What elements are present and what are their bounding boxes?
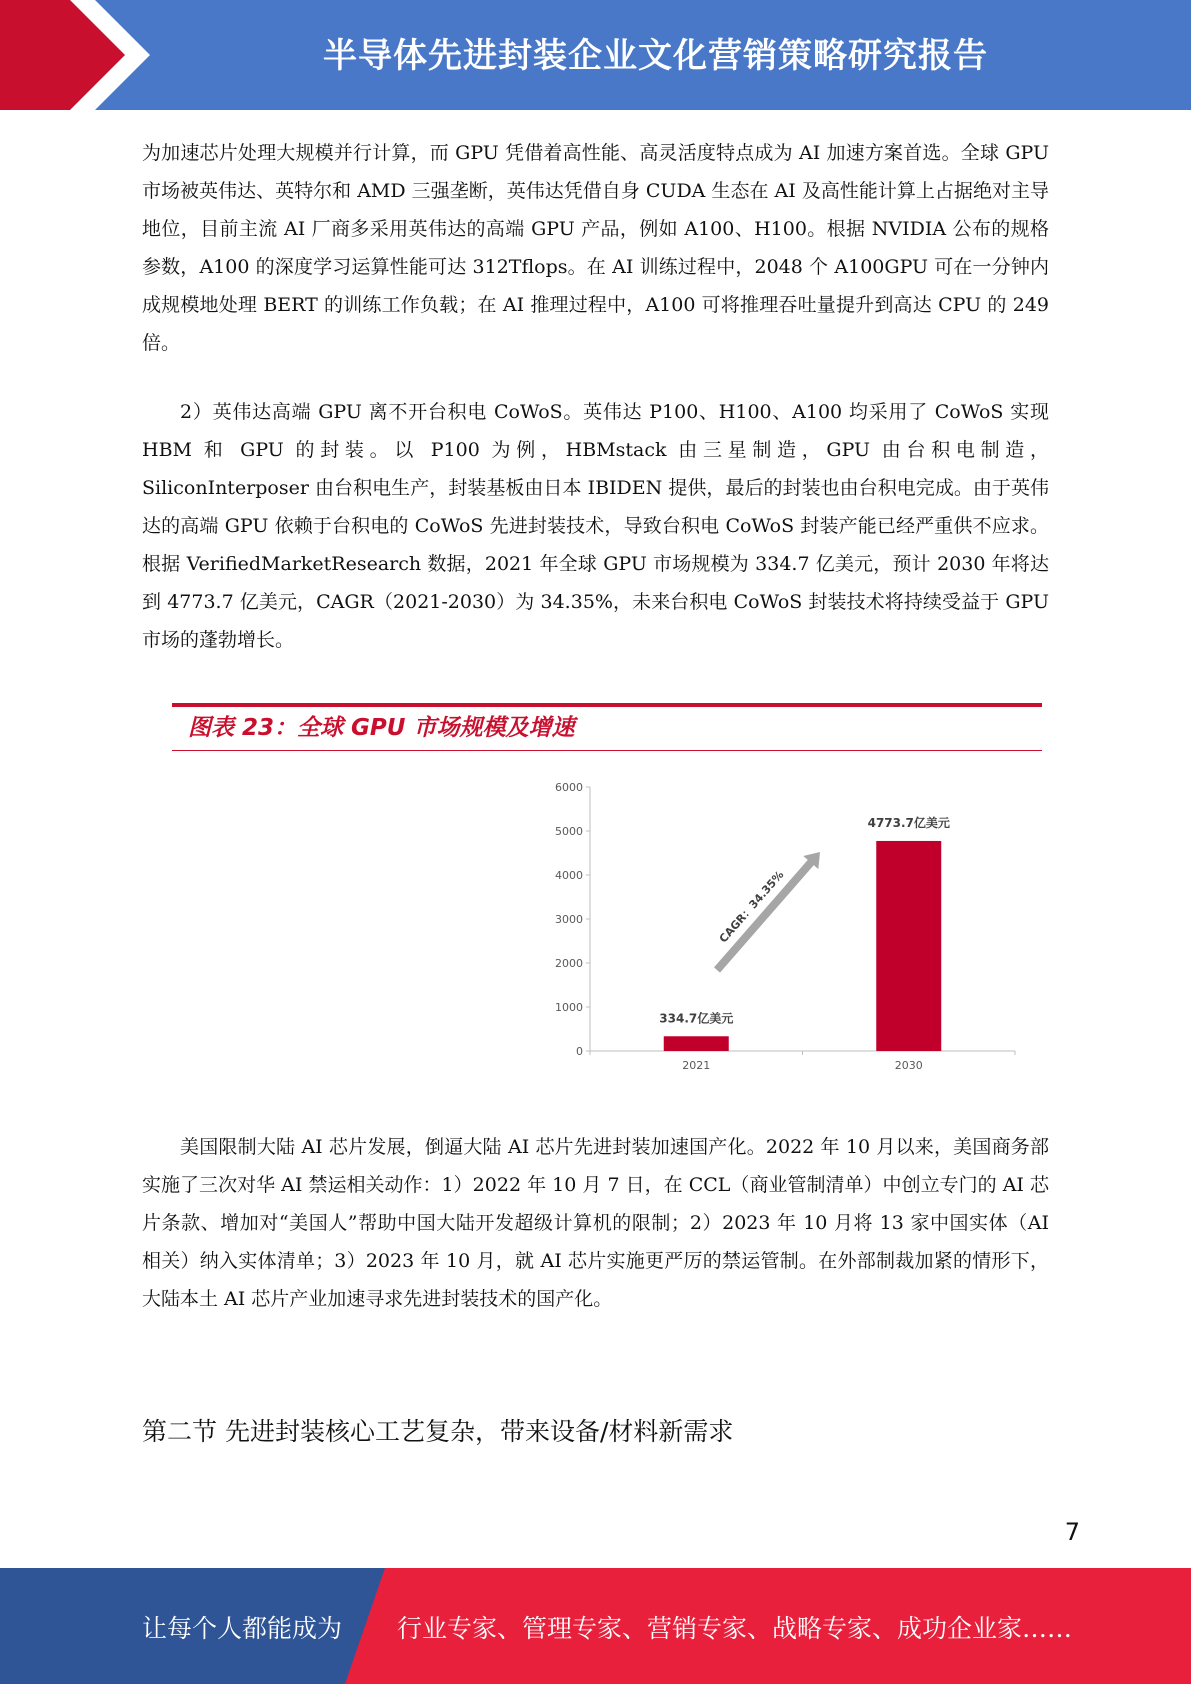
y-tick-label: 1000: [555, 1001, 583, 1014]
arrow-polygon: [709, 845, 827, 976]
section-title: 第二节 先进封装核心工艺复杂，带来设备/材料新需求: [142, 1417, 734, 1446]
figure-caption-text: 图表 23：全球 GPU 市场规模及增速: [188, 715, 575, 741]
figure-caption: [172, 703, 1042, 751]
data-label: 334.7亿美元: [659, 1011, 734, 1026]
y-tick-label: 2000: [555, 957, 583, 970]
page-number: 7: [1064, 1518, 1080, 1546]
footer-slogan-left: 让每个人都能成为: [142, 1614, 343, 1643]
gpu-market-chart: [540, 770, 1020, 1080]
bar-2021: [664, 1036, 729, 1051]
data-label: 4773.7亿美元: [867, 815, 950, 830]
x-tick-label: 2021: [682, 1059, 711, 1072]
y-tick-label: 6000: [555, 781, 583, 794]
body-paragraph-gpu-market: 为加速芯片处理大规模并行计算，而 GPU 凭借着高性能、高灵活度特点成为 AI 加速方案首选。全球 GPU 市场被英伟达、英特尔和 AMD 三强垄断，英伟达凭借自身 CUDA 生态在 AI 及高性能计算上占据绝对主导地位，目前主流 AI 厂商多采用英伟达的高端 GPU 产品，例如 A100、H100。根据 NVIDIA 公布的规格参数，A100 的深度学习运算性能可达 312Tflops。在 AI 训练过程中，2048 个 A100GPU 可在一分钟内成规模地处理 BERT 的训练工作负载；在 AI 推理过程中，A100 可将推理吞吐量提升到高达 CPU 的 249 倍。: [142, 142, 1049, 354]
body-paragraph-cowos: 2）英伟达高端 GPU 离不开台积电 CoWoS。英伟达 P100、H100、A100 均采用了 CoWoS 实现 HBM 和 GPU 的封装。以 P100 为例，HBMstack 由三星制造，GPU 由台积电制造，SiliconInterposer 由台积电生产，封装基板由日本 IBIDEN 提供，最后的封装也由台积电完成。由于英伟达的高端 GPU 依赖于台积电的 CoWoS 先进封装技术，导致台积电 CoWoS 封装产能已经严重供不应求。根据 VerifiedMarketResearch 数据，2021 年全球 GPU 市场规模为 334.7 亿美元，预计 2030 年将达到 4773.7 亿美元，CAGR（2021-2030）为 34.35%，未来台积电 CoWoS 封装技术将持续受益于 GPU 市场的蓬勃增长。: [142, 401, 1049, 651]
y-tick-label: 5000: [555, 825, 583, 838]
cagr-arrow: [700, 838, 827, 977]
body-paragraph-us-restrictions: 美国限制大陆 AI 芯片发展，倒逼大陆 AI 芯片先进封装加速国产化。2022 年 10 月以来，美国商务部实施了三次对华 AI 禁运相关动作：1）2022 年 10 月 7 日，在 CCL（商业管制清单）中创立专门的 AI 芯片条款、增加对“美国人”帮助中国大陆开发超级计算机的限制；2）2023 年 10 月将 13 家中国实体（AI 相关）纳入实体清单；3）2023 年 10 月，就 AI 芯片实施更严厉的禁运管制。在外部制裁加紧的情形下，大陆本土 AI 芯片产业加速寻求先进封装技术的国产化。: [142, 1136, 1049, 1310]
cagr-arrow-shape: [700, 838, 827, 977]
bar-2030: [876, 841, 941, 1051]
cagr-annotation: CAGR：34.35%: [716, 868, 787, 946]
y-tick-label: 3000: [555, 913, 583, 926]
report-title: 半导体先进封装企业文化营销策略研究报告: [323, 36, 988, 76]
x-tick-label: 2030: [894, 1059, 923, 1072]
footer-slogan-right: 行业专家、管理专家、营销专家、战略专家、成功企业家……: [397, 1614, 1073, 1643]
y-tick-label: 4000: [555, 869, 583, 882]
y-tick-label: 0: [576, 1045, 583, 1058]
header-chevron-decoration: [0, 0, 160, 110]
report-header: [0, 0, 1191, 110]
